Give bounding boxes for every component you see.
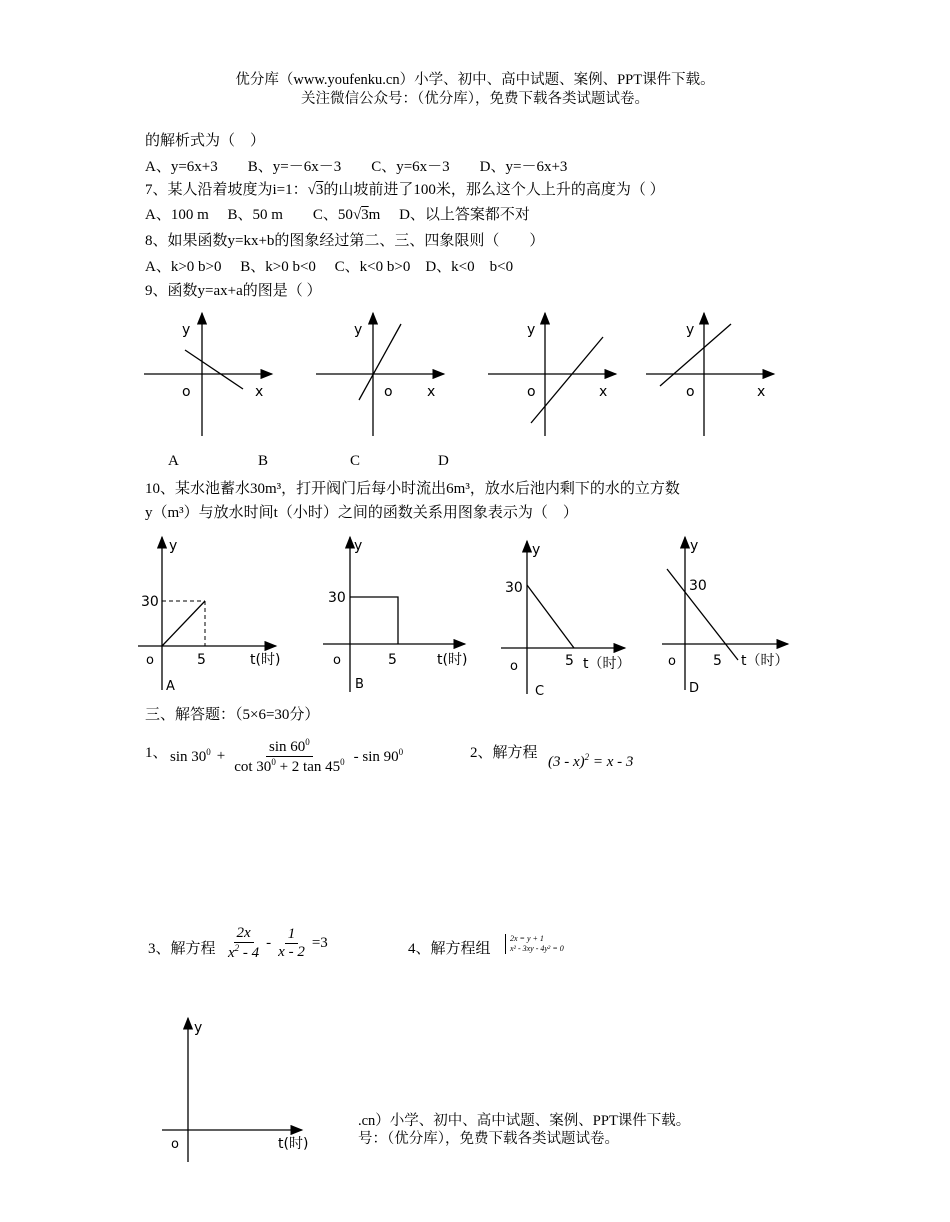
q9-a-y: y <box>182 322 191 338</box>
q10-stem-line2: y（m³）与放水时间t（小时）之间的函数关系用图象表示为（ ） <box>145 505 578 521</box>
q7-stem-b: 的山坡前进了100米，那么这个人上升的高度为（ ） <box>323 182 665 198</box>
q10-stem-line1: 10、某水池蓄水30m³，打开阀门后每小时流出6m³，放水后池内剩下的水的立方数 <box>145 481 680 497</box>
q8-options: A、k>0 b>0 B、k>0 b<0 C、k<0 b>0 D、k<0 b<0 <box>145 259 514 275</box>
q9-graph-b <box>316 313 444 436</box>
q7-stem <box>145 178 665 199</box>
q10-a-o: o <box>146 653 154 668</box>
q9-d-o: o <box>686 384 695 400</box>
q10-c-y: y <box>532 542 541 558</box>
q10-a-30: 30 <box>141 594 159 610</box>
q10-graph-a <box>138 537 280 694</box>
q7-stem-a: 7、某人沿着坡度为i=1： <box>145 182 308 198</box>
q10-c-label: C <box>535 684 545 699</box>
q9-b-y: y <box>354 322 363 338</box>
answer-graph-o: o <box>171 1137 179 1152</box>
q9-graphs <box>0 300 950 480</box>
q10-graph-d <box>662 537 789 696</box>
header-line-2: 关注微信公众号：（优分库），免费下载各类试题试卷。 <box>301 91 649 107</box>
q7-sqrt: √3 <box>307 182 324 198</box>
section3-title: 三、解答题：（5×6=30分） <box>145 707 320 723</box>
q9-choice-d: D <box>438 453 449 469</box>
answer-graph-y: y <box>194 1020 203 1036</box>
p4-label: 4、解方程组 <box>408 941 491 957</box>
q10-a-label: A <box>166 679 175 694</box>
q9-b-x: x <box>427 384 436 400</box>
q9-graph-a <box>144 313 272 436</box>
footer-line-2: 号：（优分库），免费下载各类试题试卷。 <box>358 1131 619 1147</box>
q10-a-y: y <box>169 538 178 554</box>
q9-choice-a: A <box>168 453 179 469</box>
q9-d-y: y <box>686 322 695 338</box>
q9-choice-c: C <box>350 453 361 469</box>
p3-label: 3、解方程 <box>148 941 216 957</box>
p4-system: 2x = y + 1 x² - 3xy - 4y² = 0 <box>505 934 564 954</box>
q10-c-30: 30 <box>505 580 523 596</box>
q8-stem: 8、如果函数y=kx+b的图象经过第二、三、四象限则（ ） <box>145 233 545 249</box>
q10-graph-b <box>323 537 467 692</box>
q9-graph-c <box>488 313 616 436</box>
q10-b-o: o <box>333 653 341 668</box>
q10-graph-c <box>501 541 631 699</box>
q9-line-c <box>531 337 603 423</box>
q10-b-data-line <box>350 597 398 644</box>
q9-c-y: y <box>527 322 536 338</box>
q9-graph-d <box>646 313 774 436</box>
q10-a-data-line <box>162 601 205 646</box>
q10-a-t: t(时) <box>250 652 281 668</box>
p1-expression: $\sin 30^0$ + $\frac{\sin 60^0}{\cot 30^0 + 2 \tan 45^0}$ - $\sin 90^0$ <box>170 737 404 775</box>
q10-b-5: 5 <box>388 652 397 668</box>
q10-d-label: D <box>689 681 700 696</box>
footer-line-1: .cn）小学、初中、高中试题、案例、PPT课件下载。 <box>358 1113 691 1129</box>
q9-a-o: o <box>182 384 191 400</box>
q10-b-label: B <box>355 677 364 692</box>
q10-c-o: o <box>510 659 518 674</box>
q10-a-5: 5 <box>197 652 206 668</box>
q9-b-o: o <box>384 384 393 400</box>
answer-graph-t: t(时) <box>278 1136 309 1152</box>
q9-a-x: x <box>255 384 264 400</box>
q9-stem: 9、函数y=ax+a的图是（ ） <box>145 283 322 299</box>
p2-label: 2、解方程 <box>470 745 538 761</box>
q10-d-5: 5 <box>713 653 722 669</box>
q10-d-30: 30 <box>689 578 707 594</box>
q10-graphs <box>0 528 950 703</box>
header-line-1: 优分库（www.youfenku.cn）小学、初中、高中试题、案例、PPT课件下载。 <box>235 72 715 88</box>
answer-graph <box>150 1010 350 1170</box>
q10-b-30: 30 <box>328 590 346 606</box>
q9-c-o: o <box>527 384 536 400</box>
q9-d-x: x <box>757 384 766 400</box>
q9-line-d <box>660 324 731 386</box>
q9-line-b <box>359 324 401 400</box>
q6-options: A、y=6x+3 B、y=－6x－3 C、y=6x－3 D、y=－6x+3 <box>145 159 568 175</box>
p3-expression: $\frac{2x}{x^2 - 4}$ - $\frac{1}{x - 2}$ =3 <box>228 925 328 961</box>
q6-stem-tail: 的解析式为（ ） <box>145 133 266 149</box>
q10-b-y: y <box>354 538 363 554</box>
q9-line-a <box>185 350 243 389</box>
q10-c-t: t（时） <box>583 656 631 672</box>
q10-d-t: t（时） <box>741 653 789 669</box>
p1-label: 1、 <box>145 745 168 761</box>
q10-c-5: 5 <box>565 653 574 669</box>
q10-d-o: o <box>668 654 676 669</box>
q10-c-data-line <box>527 585 574 648</box>
p2-expression: (3 - x)$^2$ = x - 3 <box>548 752 634 770</box>
q9-choice-b: B <box>258 453 269 469</box>
q10-d-y: y <box>690 538 699 554</box>
q9-c-x: x <box>599 384 608 400</box>
q7-options: A、100 m B、50 m C、50√3m D、以上答案都不对 <box>145 207 530 223</box>
q10-b-t: t(时) <box>437 652 468 668</box>
